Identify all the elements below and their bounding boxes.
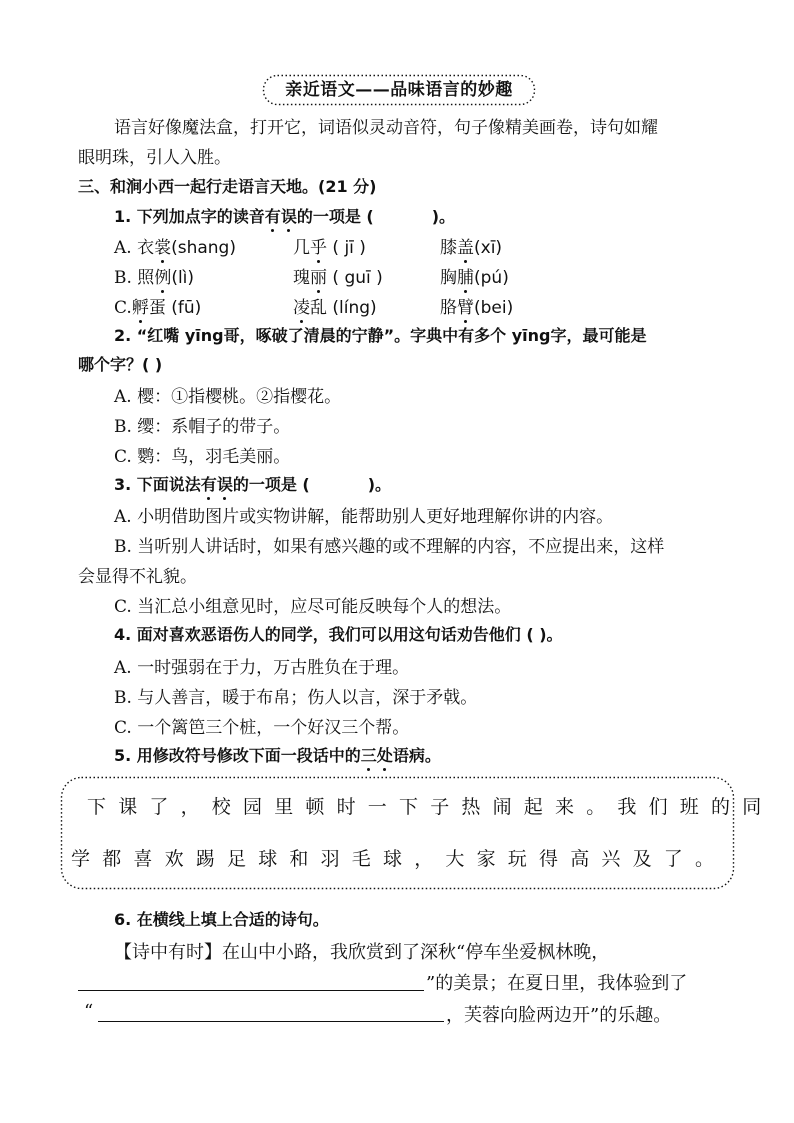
- emphasis-dot-char: 臂: [457, 293, 474, 318]
- q3-stem-end: )。: [367, 475, 392, 494]
- q6-stem: 6. 在横线上填上合适的诗句。: [114, 910, 329, 929]
- section-title-frame: [262, 74, 536, 106]
- q1-option-b1: B. 照例(lì): [114, 263, 194, 288]
- page-title: 亲近语文——品味语言的妙趣: [285, 80, 513, 100]
- q5-paragraph-line-1: 下课了，校园里顿时一下子热闹起来。我们班的同: [87, 796, 774, 818]
- q2-stem-line-2: 哪个字？( ): [78, 355, 163, 374]
- emphasis-dot-char: 脯: [457, 263, 474, 288]
- emphasis-dot-char: 误: [217, 472, 233, 495]
- q5-stem-text: 5. 用修改符号修改下面一段话中的: [114, 746, 361, 765]
- emphasis-dot-char: 有: [201, 472, 217, 495]
- q3-option-b-line-1: B. 当听别人讲话时，如果有感兴趣的或不理解的内容，不应提出来，这样: [114, 537, 665, 557]
- q3-option-a: A. 小明借助图片或实物讲解，能帮助别人更好地理解你讲的内容。: [114, 507, 614, 527]
- emphasis-dot-char: 有: [265, 204, 281, 227]
- intro-line-2: 眼明珠，引人入胜。: [78, 148, 231, 168]
- q5-paragraph-box: [60, 776, 774, 890]
- emphasis-dot-char: 误: [281, 204, 297, 227]
- q6-line-2-end: ”的美景；在夏日里，我体验到了: [426, 973, 688, 994]
- emphasis-dot-char: 孵: [132, 293, 149, 318]
- q2-option-a: A. 樱：①指樱桃。②指樱花。: [114, 387, 342, 407]
- q3-stem-paren: 的一项是 (: [232, 475, 310, 494]
- emphasis-dot-char: 处: [377, 743, 393, 766]
- emphasis-dot-char: 裳: [154, 233, 171, 258]
- q6-line-1: 【诗中有时】在山中小路，我欣赏到了深秋“停车坐爱枫林晚，: [114, 942, 610, 963]
- q1-option-a3: 膝盖(xī): [440, 233, 502, 258]
- q2-stem-line-1: 2. “红嘴 yīng哥，啄破了清晨的宁静”。字典中有多个 yīng字，最可能是: [114, 326, 647, 345]
- q1-option-a1: A. 衣裳(shang): [114, 233, 236, 258]
- q1-stem-text: 1. 下列加点字的读音: [114, 207, 265, 226]
- q6-line-3-end: ，芙蓉向脸两边开”的乐趣。: [446, 1005, 672, 1026]
- q1-option-b2: 瑰丽 ( guī ): [293, 263, 383, 288]
- q4-stem: 4. 面对喜欢恶语伤人的同学，我们可以用这句话劝告他们 ( )。: [114, 625, 563, 644]
- q1-option-c2: 凌乱 (líng): [293, 293, 377, 318]
- emphasis-dot-char: 三: [361, 743, 377, 766]
- q1-option-b3: 胸脯(pú): [440, 263, 509, 288]
- q3-stem-text: 3. 下面说法: [114, 475, 201, 494]
- q1-option-c1: C.孵蛋 (fū): [114, 293, 201, 318]
- q1-option-a2: 几乎 ( jī ): [293, 233, 366, 258]
- q3-option-c: C. 当汇总小组意见时，应尽可能反映每个人的想法。: [114, 597, 512, 617]
- q5-stem: [114, 743, 441, 766]
- q5-stem-end: 语病。: [392, 746, 441, 765]
- q1-stem-paren: 的一项是 (: [296, 207, 374, 226]
- poem-answer-line-1[interactable]: [78, 990, 424, 991]
- section-heading: 三、和涧小西一起行走语言天地。(21 分): [78, 177, 377, 196]
- q1-stem: [114, 204, 455, 227]
- intro-line-1: 语言好像魔法盒，打开它，词语似灵动音符，句子像精美画卷，诗句如耀: [114, 118, 658, 138]
- emphasis-dot-char: 丽: [310, 263, 327, 288]
- q4-option-c: C. 一个篱笆三个桩，一个好汉三个帮。: [114, 718, 410, 738]
- q1-option-c3: 胳臂(bei): [440, 293, 513, 318]
- q4-option-a: A. 一时强弱在于力，万古胜负在于理。: [114, 658, 410, 678]
- q2-option-b: B. 缨：系帽子的带子。: [114, 417, 291, 437]
- q5-paragraph-line-2: 学都喜欢踢足球和羽毛球，大家玩得高兴及了。: [71, 848, 727, 870]
- q2-option-c: C. 鹦：鸟，羽毛美丽。: [114, 447, 291, 467]
- emphasis-dot-char: 例: [154, 263, 171, 288]
- q4-option-b: B. 与人善言，暖于布帛；伤人以言，深于矛戟。: [114, 688, 478, 708]
- q3-stem: [114, 472, 391, 495]
- poem-answer-line-2[interactable]: [98, 1021, 444, 1022]
- emphasis-dot-char: 凌: [293, 293, 310, 318]
- q1-stem-end: )。: [431, 207, 456, 226]
- emphasis-dot-char: 盖: [457, 233, 474, 258]
- q3-option-b-line-2: 会显得不礼貌。: [78, 567, 197, 587]
- emphasis-dot-char: 乎: [310, 233, 327, 258]
- q6-line-3-open-quote: “: [84, 1001, 94, 1022]
